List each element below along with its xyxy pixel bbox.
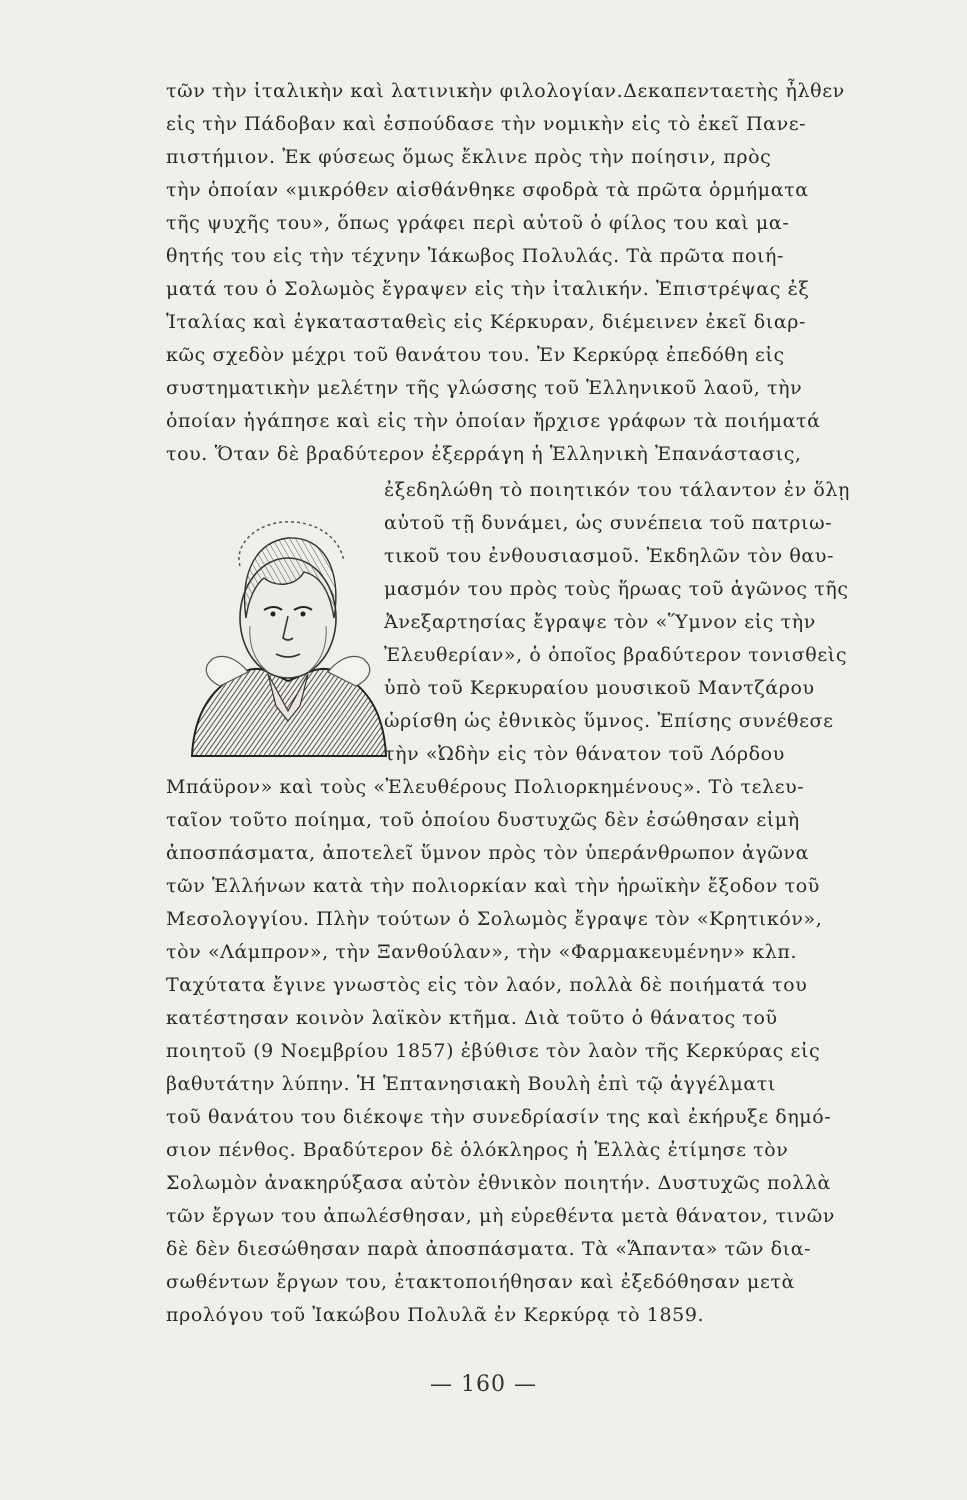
text-line: αὐτοῦ τῇ δυνάμει, ὡς συνέπεια τοῦ πατριω- [384, 512, 833, 534]
text-line: ὁποίαν ἠγάπησε καὶ εἰς τὴν ὁποίαν ἤρχισε γράφων τὰ ποιήματά [166, 410, 821, 432]
text-line: προλόγου τοῦ Ἰακώβου Πολυλᾶ ἐν Κερκύρᾳ τὸ 1859. [166, 1304, 705, 1326]
text-line: κῶς σχεδὸν μέχρι τοῦ θανάτου του. Ἐν Κερκύρᾳ ἐπεδόθη εἰς [166, 344, 785, 366]
text-line: ὡρίσθη ὡς ἐθνικὸς ὕμνος. Ἐπίσης συνέθεσε [384, 710, 834, 732]
text-line: βαθυτάτην λύπην. Ἡ Ἑπτανησιακὴ Βουλὴ ἐπὶ τῷ ἀγγέλματι [166, 1073, 776, 1095]
text-line: ἀποσπάσματα, ἀποτελεῖ ὕμνον πρὸς τὸν ὑπεράνθρωπον ἀγῶνα [166, 842, 810, 864]
text-line: τῆς ψυχῆς του», ὅπως γράφει περὶ αὐτοῦ ὁ φίλος του καὶ μα- [166, 212, 790, 234]
text-line: κατέστησαν κοινὸν λαϊκὸν κτῆμα. Διὰ τοῦτο ὁ θάνατος τοῦ [166, 1007, 778, 1029]
text-line: του. Ὅταν δὲ βραδύτερον ἐξερράγη ἡ Ἑλληνικὴ Ἐπανάστασις, [166, 443, 802, 465]
text-line: πιστήμιον. Ἐκ φύσεως ὅμως ἔκλινε πρὸς τὴν ποίησιν, πρὸς [166, 146, 772, 168]
text-line: τὴν «Ὠδὴν εἰς τὸν θάνατον τοῦ Λόρδου [384, 743, 785, 765]
text-line: τὸν «Λάμπρον», τὴν Ξανθούλαν», τὴν «Φαρμακευμένην» κλπ. [166, 941, 798, 963]
text-line: τῶν τὴν ἰταλικὴν καὶ λατινικὴν φιλολογίαν.Δεκαπενταετὴς ἦλθεν [166, 80, 845, 102]
text-line: τῶν Ἑλλήνων κατὰ τὴν πολιορκίαν καὶ τὴν ἡρωϊκὴν ἔξοδον τοῦ [166, 875, 820, 897]
text-line: τῶν ἔργων του ἀπωλέσθησαν, μὴ εὑρεθέντα μετὰ θάνατον, τινῶν [166, 1205, 836, 1227]
text-line: ματά του ὁ Σολωμὸς ἔγραψεν εἰς τὴν ἰταλικήν. Ἐπιστρέψας ἐξ [166, 278, 810, 300]
text-line: θητής του εἰς τὴν τέχνην Ἰάκωβος Πολυλάς. Τὰ πρῶτα ποιή- [166, 245, 785, 267]
text-line: ὑπὸ τοῦ Κερκυραίου μουσικοῦ Μαντζάρου [384, 677, 815, 699]
text-line: Ἰταλίας καὶ ἐγκατασταθεὶς εἰς Κέρκυραν, διέμεινεν ἐκεῖ διαρ- [166, 311, 807, 333]
text-line: Ταχύτατα ἔγινε γνωστὸς εἰς τὸν λαόν, πολλὰ δὲ ποιήματά του [166, 974, 808, 996]
text-line: Μπάϋρον» καὶ τοὺς «Ἐλευθέρους Πολιορκημένους». Τὸ τελευ- [166, 776, 805, 798]
text-line: ταῖον τοῦτο ποίημα, τοῦ ὁποίου δυστυχῶς δὲν ἐσώθησαν εἰμὴ [166, 809, 800, 831]
text-line: σωθέντων ἔργων του, ἐτακτοποιήθησαν καὶ ἐξεδόθησαν μετὰ [166, 1271, 795, 1293]
text-line: Ἐλευθερίαν», ὁ ὁποῖος βραδύτερον τονισθεὶς [384, 644, 848, 666]
text-line: ποιητοῦ (9 Νοεμβρίου 1857) ἐβύθισε τὸν λαὸν τῆς Κερκύρας εἰς [166, 1040, 821, 1062]
text-line: τοῦ θανάτου του διέκοψε τὴν συνεδρίασίν της καὶ ἐκήρυξε δημό- [166, 1106, 832, 1128]
text-line: εἰς τὴν Πάδοβαν καὶ ἐσπούδασε τὴν νομικὴν εἰς τὸ ἐκεῖ Πανε- [166, 113, 807, 135]
text-line: Σολωμὸν ἀνακηρύξασα αὐτὸν ἐθνικὸν ποιητήν. Δυστυχῶς πολλὰ [166, 1172, 831, 1194]
text-line: μασμόν του πρὸς τοὺς ἥρωας τοῦ ἀγῶνος τῆς [384, 578, 849, 600]
text-line: τὴν ὁποίαν «μικρόθεν αἰσθάνθηκε σφοδρὰ τὰ πρῶτα ὁρμήματα [166, 179, 809, 201]
text-line: Μεσολογγίου. Πλὴν τούτων ὁ Σολωμὸς ἔγραψε τὸν «Κρητικόν», [166, 908, 823, 930]
portrait-engraving-icon [184, 506, 392, 764]
text-line: συστηματικὴν μελέτην τῆς γλώσσης τοῦ Ἑλληνικοῦ λαοῦ, τὴν [166, 377, 803, 399]
text-line: Ἀνεξαρτησίας ἔγραψε τὸν «Ὕμνον εἰς τὴν [384, 611, 816, 633]
text-line: τικοῦ του ἐνθουσιασμοῦ. Ἐκδηλῶν τὸν θαυ- [384, 545, 835, 567]
page-number: — 160 — [430, 1372, 537, 1397]
text-line: σιον πένθος. Βραδύτερον δὲ ὁλόκληρος ἡ Ἑλλὰς ἐτίμησε τὸν [166, 1139, 789, 1161]
text-line: ἐξεδηλώθη τὸ ποιητικόν του τάλαντον ἐν ὅλῃ [384, 479, 851, 501]
text-line: δὲ δὲν διεσώθησαν παρὰ ἀποσπάσματα. Τὰ «Ἅπαντα» τῶν δια- [166, 1238, 812, 1260]
